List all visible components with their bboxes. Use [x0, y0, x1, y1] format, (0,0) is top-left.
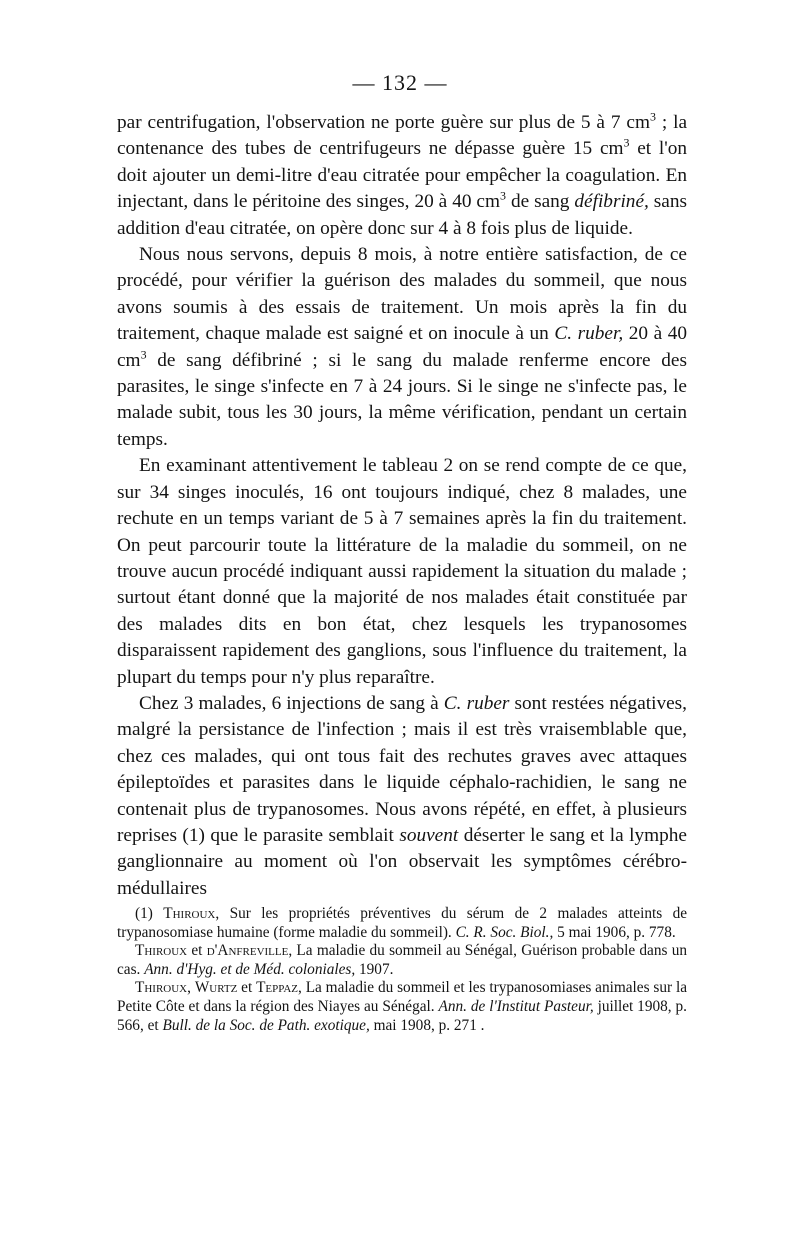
text-span: 5 mai 1906, p. 778.	[553, 923, 676, 941]
text-span: et	[187, 942, 207, 960]
text-span: , La maladie du sommeil au Sénégal, Guérison probable dans un cas.	[117, 942, 687, 978]
text-span: En examinant attentivement le tableau 2 on se rend compte de ce que, sur 34 singes inoculés, 16 ont toujours indiqué, chez 8 malades, une rechute en un temps variant de 5 à 7 semaines après la fin du traitement. On peut parcourir toute la littérature de la maladie du sommeil, on ne trouve aucun procédé indiquant aussi rapidement la situation du malade ; surtout étant donné que la majorité de nos malades était constituée par des malades dits en bon état, chez lesquels les trypanosomes disparaissent rapidement des ganglions, sous l'influence du traitement, la plupart du temps pour n'y plus reparaître.	[117, 455, 687, 688]
body-text	[117, 110, 687, 902]
paragraph	[117, 242, 687, 453]
author-name: Teppaz	[256, 979, 299, 997]
text-span: de sang défibriné ; si le sang du malade renferme encore des parasites, le singe s'infecte en 7 à 24 jours. Si le singe ne s'infecte pas, le malade subit, tous les 30 jours, la même vérification, pendant un certain temps.	[117, 349, 687, 450]
italic-text: Ann. de l'Institut Pasteur,	[438, 997, 594, 1015]
text-span: 1907.	[355, 960, 394, 978]
footnotes	[117, 905, 687, 1035]
italic-text: défibriné,	[574, 191, 649, 213]
footnote	[117, 905, 687, 942]
superscript: 3	[500, 188, 506, 203]
superscript: 3	[140, 347, 147, 362]
italic-text: souvent	[399, 824, 459, 846]
italic-text: C. ruber	[443, 692, 510, 714]
italic-text: Ann. d'Hyg. et de Méd. coloniales,	[144, 960, 356, 978]
text-span: Nous nous servons, depuis 8 mois, à notre entière satisfaction, de ce procédé, pour vérifier la guérison des malades du sommeil, que nous avons soumis à des essais de traitement. Un mois après la fin du traitement, chaque malade est saigné et on inocule à un	[117, 244, 687, 345]
author-name: d'Anfreville	[206, 942, 289, 960]
superscript: 3	[649, 109, 656, 124]
superscript: 3	[623, 135, 630, 150]
text-span: , Sur les propriétés préventives du sérum de 2 malades atteints de trypanosomiase humaine (forme maladie du sommeil).	[117, 905, 688, 941]
text-span: Chez 3 malades, 6 injections de sang à	[139, 692, 444, 714]
paragraph	[117, 453, 687, 691]
italic-text: C. R. Soc. Biol.,	[455, 923, 554, 941]
paragraph	[117, 691, 687, 902]
author-name: Thiroux	[135, 979, 188, 997]
text-span: mai 1908, p. 271 .	[369, 1016, 485, 1034]
footnote	[117, 979, 687, 1035]
text-span: et l'on doit ajouter un demi-litre d'eau citratée pour empêcher la coagulation. En injectant, dans le péritoine des singes, 20 à 40 cm	[117, 138, 687, 213]
italic-text: Bull. de la Soc. de Path. exotique,	[162, 1016, 370, 1034]
text-span: sans addition d'eau citratée, on opère donc sur 4 à 8 fois plus de liquide.	[117, 191, 687, 239]
text-span: (1)	[135, 905, 164, 922]
text-span: 20 à 40 cm	[117, 323, 687, 371]
text-span: de sang	[505, 191, 575, 213]
text-span: ; la contenance des tubes de centrifugeurs ne dépasse guère 15 cm	[117, 112, 687, 160]
footnote	[117, 942, 687, 979]
text-span: ,	[187, 979, 195, 997]
text-span: , La maladie du sommeil et les trypanosomiases animales sur la Petite Côte et dans la région des Niayes au Sénégal.	[117, 979, 687, 1015]
paragraph	[117, 110, 687, 242]
author-name: Thiroux	[163, 905, 216, 922]
italic-text: C. ruber,	[554, 323, 624, 345]
page-number: — 132 —	[352, 70, 448, 95]
text-span: et	[237, 979, 257, 997]
text-span: par centrifugation, l'observation ne porte guère sur plus de 5 à 7 cm	[117, 112, 650, 133]
author-name: Wurtz	[194, 979, 238, 997]
text-span: déserter le sang et la lymphe ganglionnaire au moment où l'on observait les symptômes cérébro-médullaires	[117, 824, 687, 899]
text-span: juillet 1908, p. 566, et	[117, 997, 687, 1034]
author-name: Thiroux	[135, 942, 188, 960]
text-span: sont restées négatives, malgré la persistance de l'infection ; mais il est très vraisemblable que, chez ces malades, qui ont tous fait des rechutes graves avec attaques épileptoïdes et parasites dans le liquide céphalo-rachidien, le sang ne contenait plus de trypanosomes. Nous avons répété, en effet, à plusieurs reprises (1) que le parasite semblait	[117, 692, 687, 846]
